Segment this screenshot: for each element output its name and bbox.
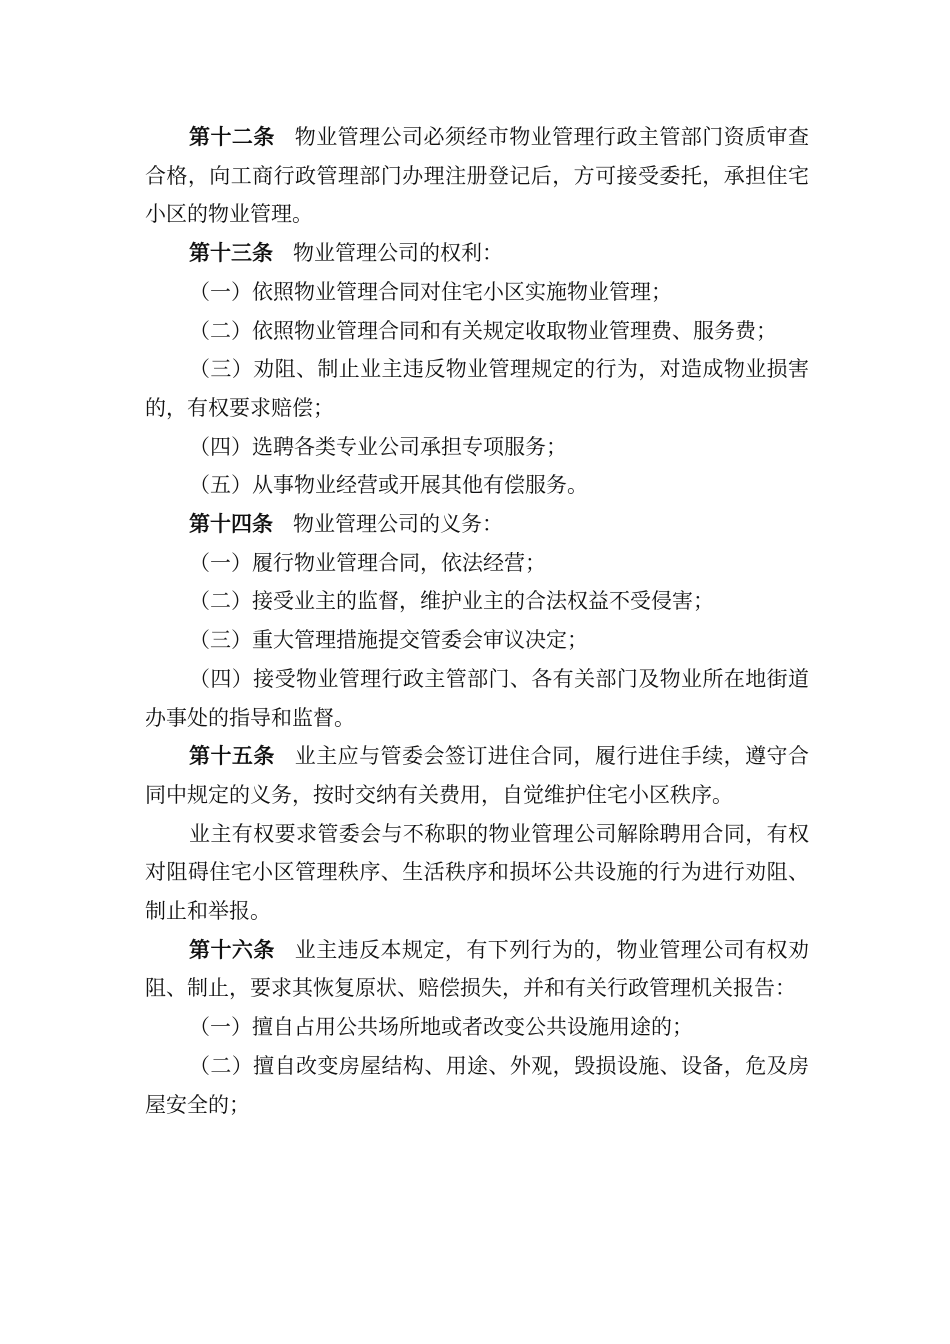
list-item: [145, 1047, 809, 1124]
list-item-text: （二）擅自改变房屋结构、用途、外观，毁损设施、设备，危及房屋安全的；: [145, 1053, 809, 1117]
list-item: [145, 621, 809, 660]
paragraph-text: 业主有权要求管委会与不称职的物业管理公司解除聘用合同，有权对阻碍住宅小区管理秩序、生活秩序和损坏公共设施的行为进行劝阻、制止和举报。: [145, 821, 809, 924]
list-item-text: （一）擅自占用公共场所地或者改变公共设施用途的；: [189, 1015, 693, 1040]
list-item-text: （五）从事物业经营或开展其他有偿服务。: [189, 473, 588, 498]
list-item: [145, 312, 809, 351]
body-paragraph: [145, 815, 809, 931]
article-16-paragraph: [145, 931, 809, 1008]
list-item: [145, 350, 809, 427]
article-text: 物业管理公司的义务：: [293, 512, 503, 537]
list-item-text: （二）依照物业管理合同和有关规定收取物业管理费、服务费；: [189, 318, 777, 343]
list-item: [145, 273, 809, 312]
article-title: 第十六条: [189, 937, 275, 962]
list-item-text: （三）劝阻、制止业主违反物业管理规定的行为，对造成物业损害的，有权要求赔偿；: [145, 357, 809, 420]
article-13-paragraph: [145, 234, 809, 273]
article-text: 业主应与管委会签订进住合同，履行进住手续，遵守合同中规定的义务，按时交纳有关费用，自觉维护住宅小区秩序。: [145, 744, 810, 807]
article-title: 第十四条: [189, 512, 273, 537]
document-body: [145, 118, 809, 1124]
list-item: [145, 1008, 809, 1047]
list-item-text: （三）重大管理措施提交管委会审议决定；: [189, 628, 588, 653]
list-item-text: （二）接受业主的监督，维护业主的合法权益不受侵害；: [189, 589, 714, 614]
article-14-paragraph: [145, 505, 809, 544]
list-item-text: （一）履行物业管理合同，依法经营；: [189, 550, 546, 575]
article-title: 第十三条: [189, 241, 273, 266]
list-item: [145, 466, 809, 505]
list-item: [145, 660, 809, 737]
list-item: [145, 582, 809, 621]
article-12-paragraph: [145, 118, 809, 234]
article-text: 物业管理公司必须经市物业管理行政主管部门资质审查合格，向工商行政管理部门办理注册登记后，方可接受委托，承担住宅小区的物业管理。: [145, 125, 810, 227]
list-item-text: （四）选聘各类专业公司承担专项服务；: [189, 434, 567, 459]
list-item-text: （四）接受物业管理行政主管部门、各有关部门及物业所在地街道办事处的指导和监督。: [145, 666, 809, 730]
list-item: [145, 428, 809, 467]
list-item-text: （一）依照物业管理合同对住宅小区实施物业管理；: [189, 279, 672, 304]
article-title: 第十五条: [189, 744, 275, 769]
article-text: 业主违反本规定，有下列行为的，物业管理公司有权劝阻、制止，要求其恢复原状、赔偿损失，并和有关行政管理机关报告：: [145, 937, 810, 1001]
article-text: 物业管理公司的权利：: [293, 241, 503, 266]
list-item: [145, 544, 809, 583]
article-title: 第十二条: [189, 125, 275, 149]
article-15-paragraph: [145, 737, 809, 814]
